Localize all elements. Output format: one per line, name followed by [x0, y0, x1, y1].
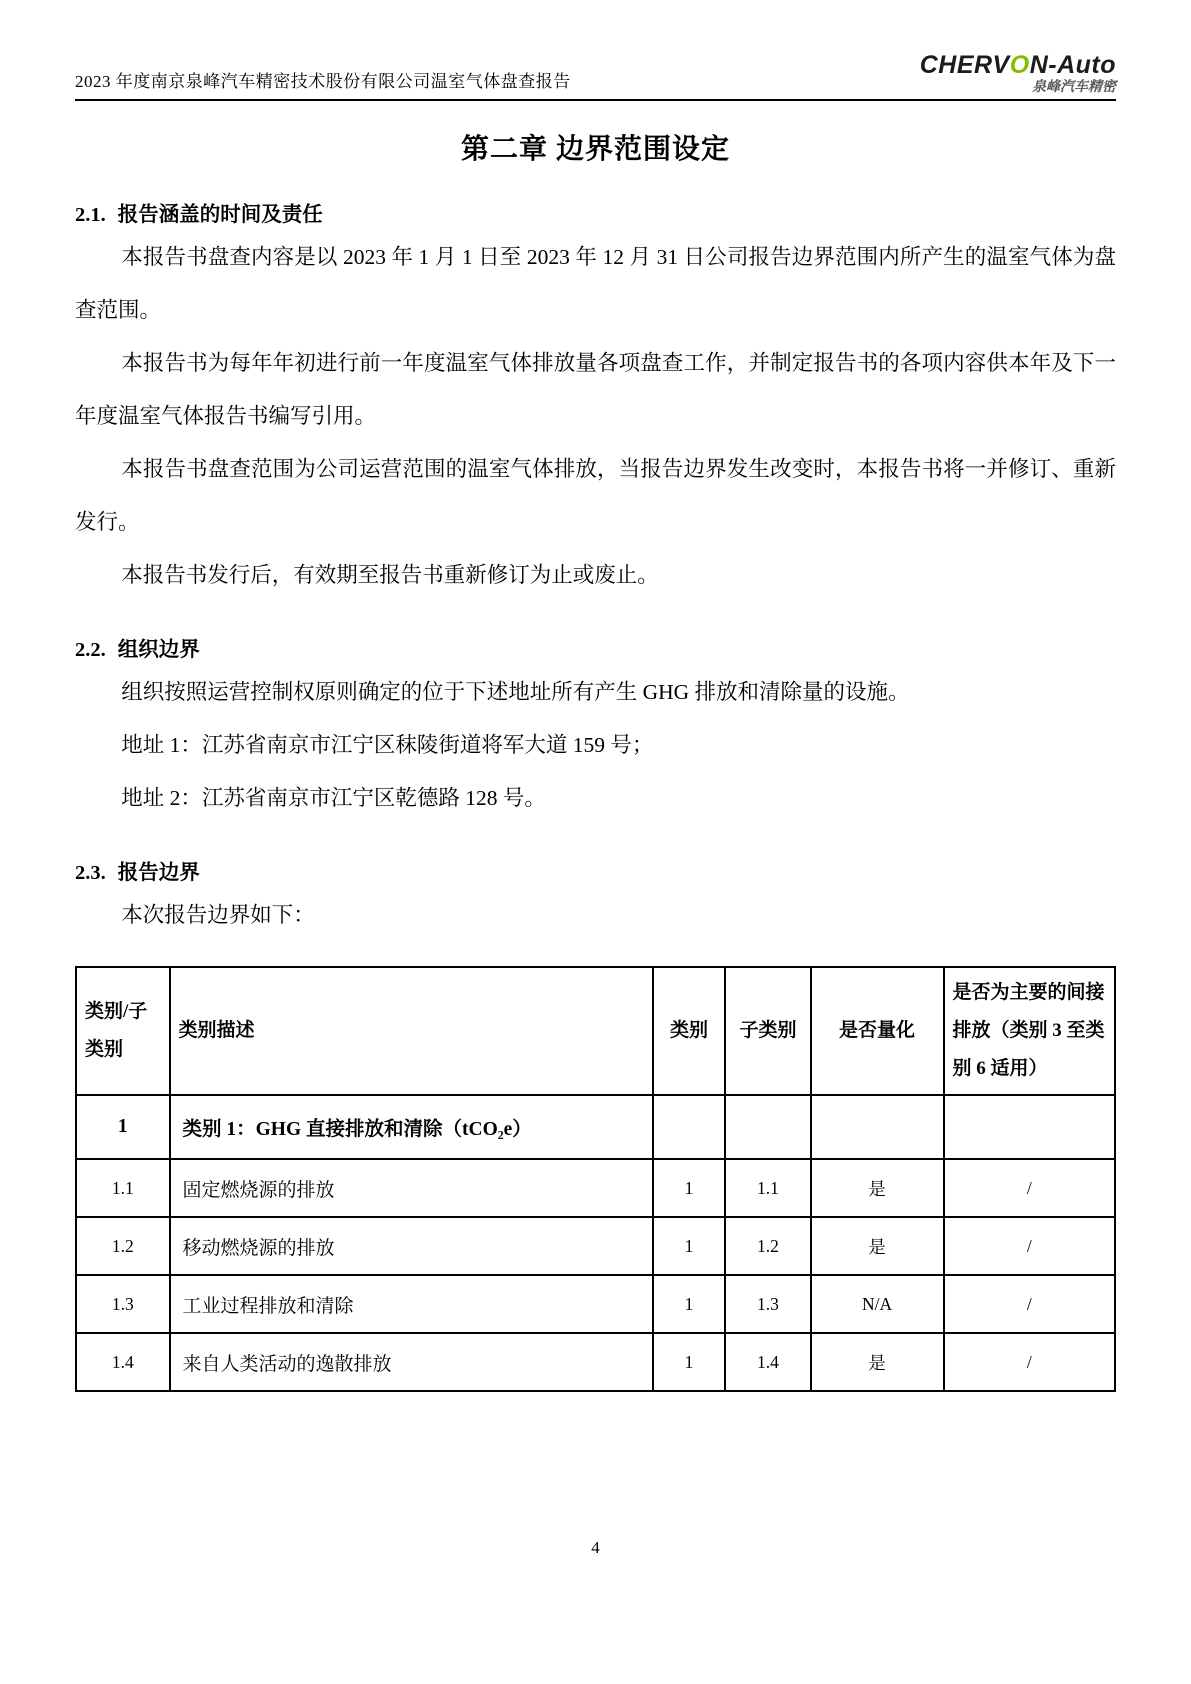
cell-category: 1 — [653, 1275, 726, 1333]
cell-category: 1 — [653, 1217, 726, 1275]
cell-indirect: / — [944, 1333, 1115, 1391]
table-row-1-1 — [76, 1159, 1115, 1217]
cell-description: 类别 1：GHG 直接排放和清除（tCO₂e） — [170, 1095, 653, 1159]
section-title: 报告涵盖的时间及责任 — [117, 204, 323, 226]
section-number: 2.2. — [75, 639, 106, 661]
table-header-category-subcategory: 类别/子类别 — [76, 967, 170, 1095]
section-title: 组织边界 — [117, 639, 200, 661]
cell-description: 工业过程排放和清除 — [170, 1275, 653, 1333]
table-header-main-indirect: 是否为主要的间接排放（类别 3 至类别 6 适用） — [944, 967, 1115, 1095]
page-number: 4 — [591, 1538, 600, 1557]
paragraph: 本报告书盘查范围为公司运营范围的温室气体排放，当报告边界发生改变时，本报告书将一并修订、重新发行。 — [75, 457, 1116, 534]
paragraph: 本报告书盘查内容是以 2023 年 1 月 1 日至 2023 年 12 月 31 日公司报告边界范围内所产生的温室气体为盘查范围。 — [75, 245, 1116, 322]
paragraph: 本报告书发行后，有效期至报告书重新修订为止或废止。 — [121, 563, 659, 587]
cell-subcategory: 1.3 — [725, 1275, 810, 1333]
cell-subcategory: 1.4 — [725, 1333, 810, 1391]
paragraph: 本次报告边界如下： — [121, 903, 315, 927]
logo-o-ring-icon: O — [1009, 51, 1030, 80]
table-header-description: 类别描述 — [170, 967, 653, 1095]
section-title: 报告边界 — [117, 862, 200, 884]
cell-description: 移动燃烧源的排放 — [170, 1217, 653, 1275]
cell-quantified: 是 — [811, 1333, 944, 1391]
cell-indirect — [944, 1095, 1115, 1159]
section-heading-2-2 — [75, 632, 1116, 662]
table-row-1-2 — [76, 1217, 1115, 1275]
cell-description: 来自人类活动的逸散排放 — [170, 1333, 653, 1391]
cell-id: 1.4 — [76, 1333, 170, 1391]
section-number: 2.3. — [75, 862, 106, 884]
cell-subcategory: 1.2 — [725, 1217, 810, 1275]
cell-subcategory — [725, 1095, 810, 1159]
cell-id: 1.1 — [76, 1159, 170, 1217]
cell-id: 1.2 — [76, 1217, 170, 1275]
chapter-title: 第二章 边界范围设定 — [460, 134, 730, 165]
cell-quantified: N/A — [811, 1275, 944, 1333]
running-header-title: 2023 年度南京泉峰汽车精密技术股份有限公司温室气体盘查报告 — [75, 72, 571, 91]
table-row-1-4 — [76, 1333, 1115, 1391]
table-header-category: 类别 — [653, 967, 726, 1095]
cell-quantified: 是 — [811, 1217, 944, 1275]
cell-id: 1.3 — [76, 1275, 170, 1333]
paragraph: 本报告书为每年年初进行前一年度温室气体排放量各项盘查工作，并制定报告书的各项内容供本年及下一年度温室气体报告书编写引用。 — [75, 351, 1116, 428]
chervon-auto-logo — [920, 52, 1116, 94]
cell-category: 1 — [653, 1333, 726, 1391]
section-number: 2.1. — [75, 204, 106, 226]
cell-quantified — [811, 1095, 944, 1159]
cell-category: 1 — [653, 1159, 726, 1217]
cell-indirect: / — [944, 1217, 1115, 1275]
cell-category — [653, 1095, 726, 1159]
table-header-row — [76, 967, 1115, 1095]
cell-indirect: / — [944, 1275, 1115, 1333]
section-heading-2-3 — [75, 855, 1116, 885]
cell-description: 固定燃烧源的排放 — [170, 1159, 653, 1217]
cell-id: 1 — [76, 1095, 170, 1159]
logo-chinese-subtitle: 泉峰汽车精密 — [1032, 78, 1116, 95]
address-line-1: 地址 1：江苏省南京市江宁区秣陵街道将军大道 159 号； — [121, 733, 654, 757]
logo-wordmark — [920, 52, 1116, 78]
address-line-2: 地址 2：江苏省南京市江宁区乾德路 128 号。 — [121, 786, 546, 810]
cell-subcategory: 1.1 — [725, 1159, 810, 1217]
table-header-subcategory: 子类别 — [725, 967, 810, 1095]
section-heading-2-1 — [75, 197, 1116, 227]
table-header-quantified: 是否量化 — [811, 967, 944, 1095]
table-row-category-1 — [76, 1095, 1115, 1159]
logo-text-left: CHERV — [919, 51, 1010, 80]
paragraph: 组织按照运营控制权原则确定的位于下述地址所有产生 GHG 排放和清除量的设施。 — [121, 680, 910, 704]
boundary-table — [75, 966, 1116, 1392]
logo-text-right: N-Auto — [1029, 51, 1116, 80]
cell-quantified: 是 — [811, 1159, 944, 1217]
table-row-1-3 — [76, 1275, 1115, 1333]
cell-indirect: / — [944, 1159, 1115, 1217]
page-header — [75, 38, 1116, 101]
